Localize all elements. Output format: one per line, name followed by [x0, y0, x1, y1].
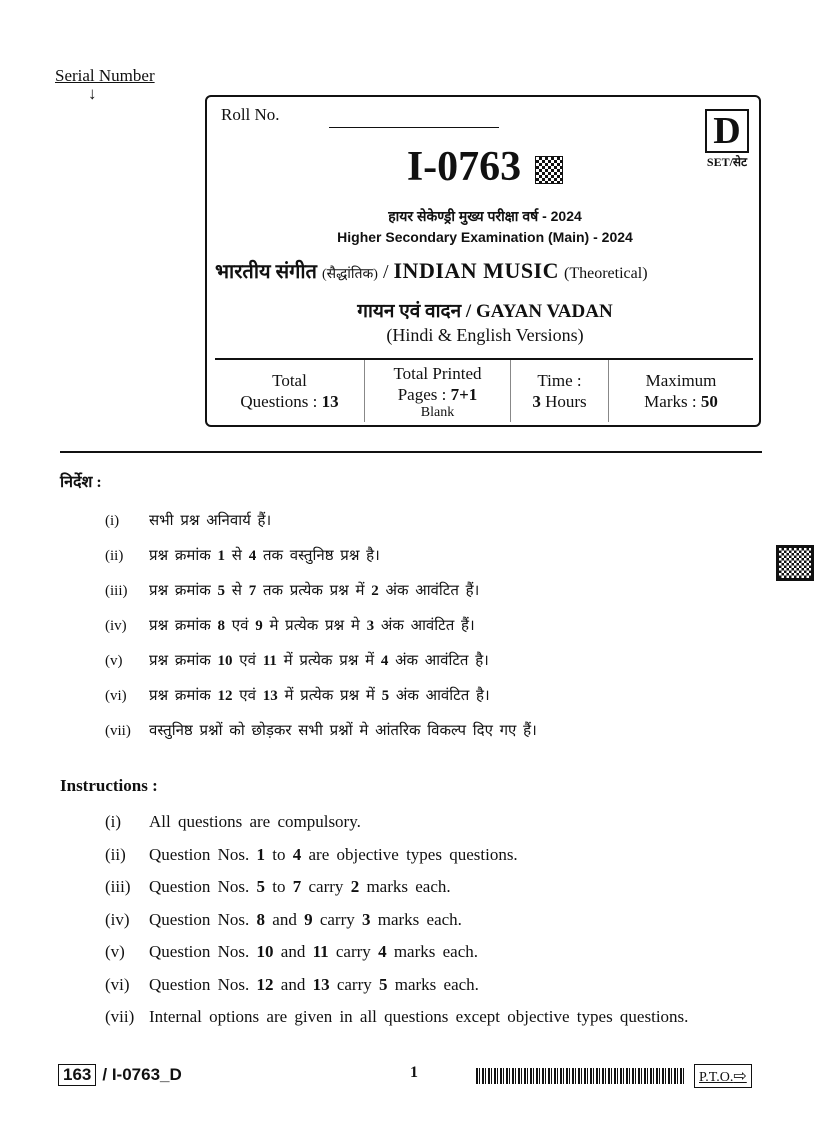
item-number: (ii)	[105, 844, 126, 864]
instruction-item	[105, 510, 271, 530]
max-marks-cell	[609, 360, 753, 422]
label: Maximum	[645, 371, 717, 390]
arrow-right-icon: ⇨	[733, 1068, 747, 1085]
item-number: (i)	[105, 513, 120, 529]
item-number-value: 10	[256, 942, 274, 961]
roll-no-label: Roll No.	[221, 105, 280, 124]
label: Time :	[537, 371, 582, 390]
box-number: 163	[58, 1064, 96, 1086]
instruction-item	[105, 910, 462, 930]
item-number-value: 11	[262, 653, 277, 669]
item-text: अंक आवंटित है।	[388, 653, 489, 669]
item-text: Internal options are given in all questions except objective types questions.	[149, 1007, 689, 1026]
item-text: carry	[328, 942, 379, 961]
instruction-item	[105, 650, 489, 670]
item-text: में प्रत्येक प्रश्न में	[277, 688, 382, 704]
subject-hindi-sub: (सैद्धांतिक)	[321, 267, 378, 282]
label: Total	[272, 371, 307, 390]
total-questions-cell	[215, 360, 365, 422]
item-number: (iii)	[105, 877, 131, 896]
english-instructions-heading: Instructions :	[60, 776, 158, 795]
item-text: से	[225, 548, 249, 564]
item-text: एवं	[232, 653, 263, 669]
item-number-value: 9	[255, 618, 263, 634]
item-number-value: 7	[248, 583, 257, 599]
item-text: marks each.	[359, 877, 451, 896]
footer-code	[58, 1064, 182, 1086]
item-number-value: 2	[350, 877, 360, 896]
item-text: carry	[312, 909, 362, 929]
item-number: (v)	[105, 942, 125, 961]
item-number: (v)	[105, 653, 123, 669]
item-number-value: 4	[248, 548, 257, 564]
page-number: 1	[410, 1064, 418, 1081]
item-text: एवं	[232, 688, 263, 704]
item-text: से	[225, 583, 249, 599]
item-text: and	[273, 974, 313, 994]
item-text: प्रश्न क्रमांक	[149, 583, 218, 599]
label: Marks :	[644, 392, 701, 411]
serial-number-label: Serial Number	[55, 66, 155, 85]
item-text: प्रश्न क्रमांक	[149, 548, 218, 564]
value: 13	[321, 392, 339, 411]
item-number-value: 10	[217, 653, 233, 669]
qr-code-icon	[776, 545, 814, 581]
subject-english-sub: (Theoretical)	[564, 265, 648, 282]
item-number-value: 4	[380, 653, 389, 669]
item-text: and	[273, 942, 313, 961]
value: 7+1	[450, 384, 478, 404]
instruction-item	[105, 580, 479, 600]
item-number: (iii)	[105, 583, 128, 599]
item-text: to	[265, 877, 293, 896]
barcode-icon	[476, 1068, 684, 1084]
item-text: मे प्रत्येक प्रश्न मे	[262, 618, 367, 634]
item-text: प्रश्न क्रमांक	[149, 653, 218, 669]
item-number-value: 8	[256, 909, 266, 929]
instruction-item	[105, 845, 518, 865]
subject-title	[215, 257, 648, 284]
instruction-item	[105, 545, 380, 565]
item-number-value: 13	[262, 688, 278, 704]
item-text: Question Nos.	[149, 942, 257, 961]
item-text: marks each.	[370, 909, 462, 929]
instruction-item	[105, 812, 361, 832]
item-text: अंक आवंटित हैं।	[378, 583, 480, 599]
instruction-item	[105, 942, 478, 962]
paper-name: गायन एवं वादन / GAYAN VADAN	[357, 301, 613, 322]
item-number-value: 4	[292, 844, 302, 864]
item-text: Question Nos.	[149, 877, 257, 896]
item-number-value: 2	[371, 583, 379, 599]
printed-pages-cell	[365, 360, 511, 422]
item-text: अंक आवंटित है।	[389, 688, 490, 704]
item-number: (vi)	[105, 974, 130, 994]
down-arrow-icon: ↓	[88, 84, 97, 103]
roll-no-field	[329, 127, 499, 128]
item-number-value: 1	[217, 548, 226, 564]
item-text: प्रश्न क्रमांक	[149, 618, 218, 634]
exam-header-box	[205, 95, 761, 427]
item-text: are objective types questions.	[301, 844, 518, 864]
item-text: Question Nos.	[149, 974, 257, 994]
item-number-value: 1	[256, 844, 266, 864]
datamatrix-icon	[535, 156, 563, 184]
paper-code-text: I-0763	[406, 144, 522, 190]
label: Pages :	[397, 384, 451, 404]
item-text: All questions are compulsory.	[149, 812, 361, 831]
item-text: अंक आवंटित हैं।	[374, 618, 475, 634]
instruction-item	[105, 615, 475, 635]
instruction-item	[105, 1007, 688, 1027]
item-text: Question Nos.	[149, 909, 257, 929]
item-text: तक वस्तुनिष्ठ प्रश्न है।	[256, 548, 380, 564]
item-number: (vii)	[105, 1007, 135, 1026]
label: Total Printed	[393, 363, 482, 383]
pto-text: P.T.O.	[699, 1070, 734, 1085]
set-label: SET/सेट	[706, 155, 748, 169]
item-number-value: 3	[362, 909, 371, 929]
item-number: (vi)	[105, 688, 127, 704]
time-cell	[511, 360, 609, 422]
item-text: सभी प्रश्न अनिवार्य हैं।	[149, 513, 272, 529]
item-number: (i)	[105, 812, 122, 831]
subject-english: INDIAN MUSIC	[393, 258, 560, 283]
item-text: carry	[329, 974, 379, 994]
item-text: carry	[301, 877, 351, 896]
item-number: (iv)	[105, 909, 130, 929]
exam-info-table	[215, 358, 753, 422]
instruction-item	[105, 685, 490, 705]
item-number: (ii)	[105, 548, 124, 564]
item-number-value: 9	[304, 909, 313, 929]
subject-sep: /	[377, 261, 394, 283]
item-number-value: 4	[378, 942, 387, 961]
item-number-value: 7	[292, 877, 302, 896]
versions: (Hindi & English Versions)	[386, 325, 584, 345]
hindi-instructions-heading: निर्देश :	[60, 474, 102, 491]
item-text: and	[265, 909, 305, 929]
unit: Hours	[540, 392, 587, 411]
item-text: प्रश्न क्रमांक	[149, 688, 218, 704]
paper-set-code: / I-0763_D	[102, 1065, 182, 1084]
item-text: Question Nos.	[149, 844, 257, 864]
label: Questions :	[240, 392, 322, 411]
value: 50	[700, 392, 718, 411]
item-number-value: 12	[256, 974, 274, 994]
item-number-value: 13	[312, 974, 330, 994]
set-badge	[705, 109, 749, 171]
instruction-item	[105, 720, 537, 740]
item-text: तक प्रत्येक प्रश्न में	[256, 583, 372, 599]
instruction-item	[105, 877, 451, 897]
item-number: (vii)	[105, 723, 131, 739]
pto-label	[694, 1064, 752, 1088]
item-text: में प्रत्येक प्रश्न में	[276, 653, 381, 669]
item-number-value: 11	[312, 942, 329, 961]
set-letter: D	[705, 109, 749, 153]
item-text: marks each.	[387, 974, 479, 994]
note: Blank	[420, 404, 455, 420]
exam-title-english: Higher Secondary Examination (Main) - 2024	[337, 229, 633, 245]
item-text: वस्तुनिष्ठ प्रश्नों को छोड़कर सभी प्रश्नों मे आंतरिक विकल्प दिए गए हैं।	[149, 723, 537, 739]
item-text: to	[265, 844, 293, 864]
instruction-item	[105, 975, 479, 995]
exam-title-hindi: हायर सेकेण्ड्री मुख्य परीक्षा वर्ष - 2024	[388, 208, 582, 224]
divider	[60, 451, 762, 453]
item-number-value: 12	[217, 688, 233, 704]
item-number: (iv)	[105, 618, 127, 634]
item-number-value: 5	[381, 688, 390, 704]
item-number-value: 5	[256, 877, 266, 896]
item-number-value: 3	[366, 618, 375, 634]
subject-hindi: भारतीय संगीत	[215, 261, 317, 283]
value: 3	[532, 392, 541, 411]
item-text: marks each.	[386, 942, 478, 961]
paper-code	[207, 143, 763, 191]
item-number-value: 8	[217, 618, 226, 634]
item-number-value: 5	[217, 583, 226, 599]
item-number-value: 5	[379, 974, 388, 994]
item-text: एवं	[225, 618, 256, 634]
